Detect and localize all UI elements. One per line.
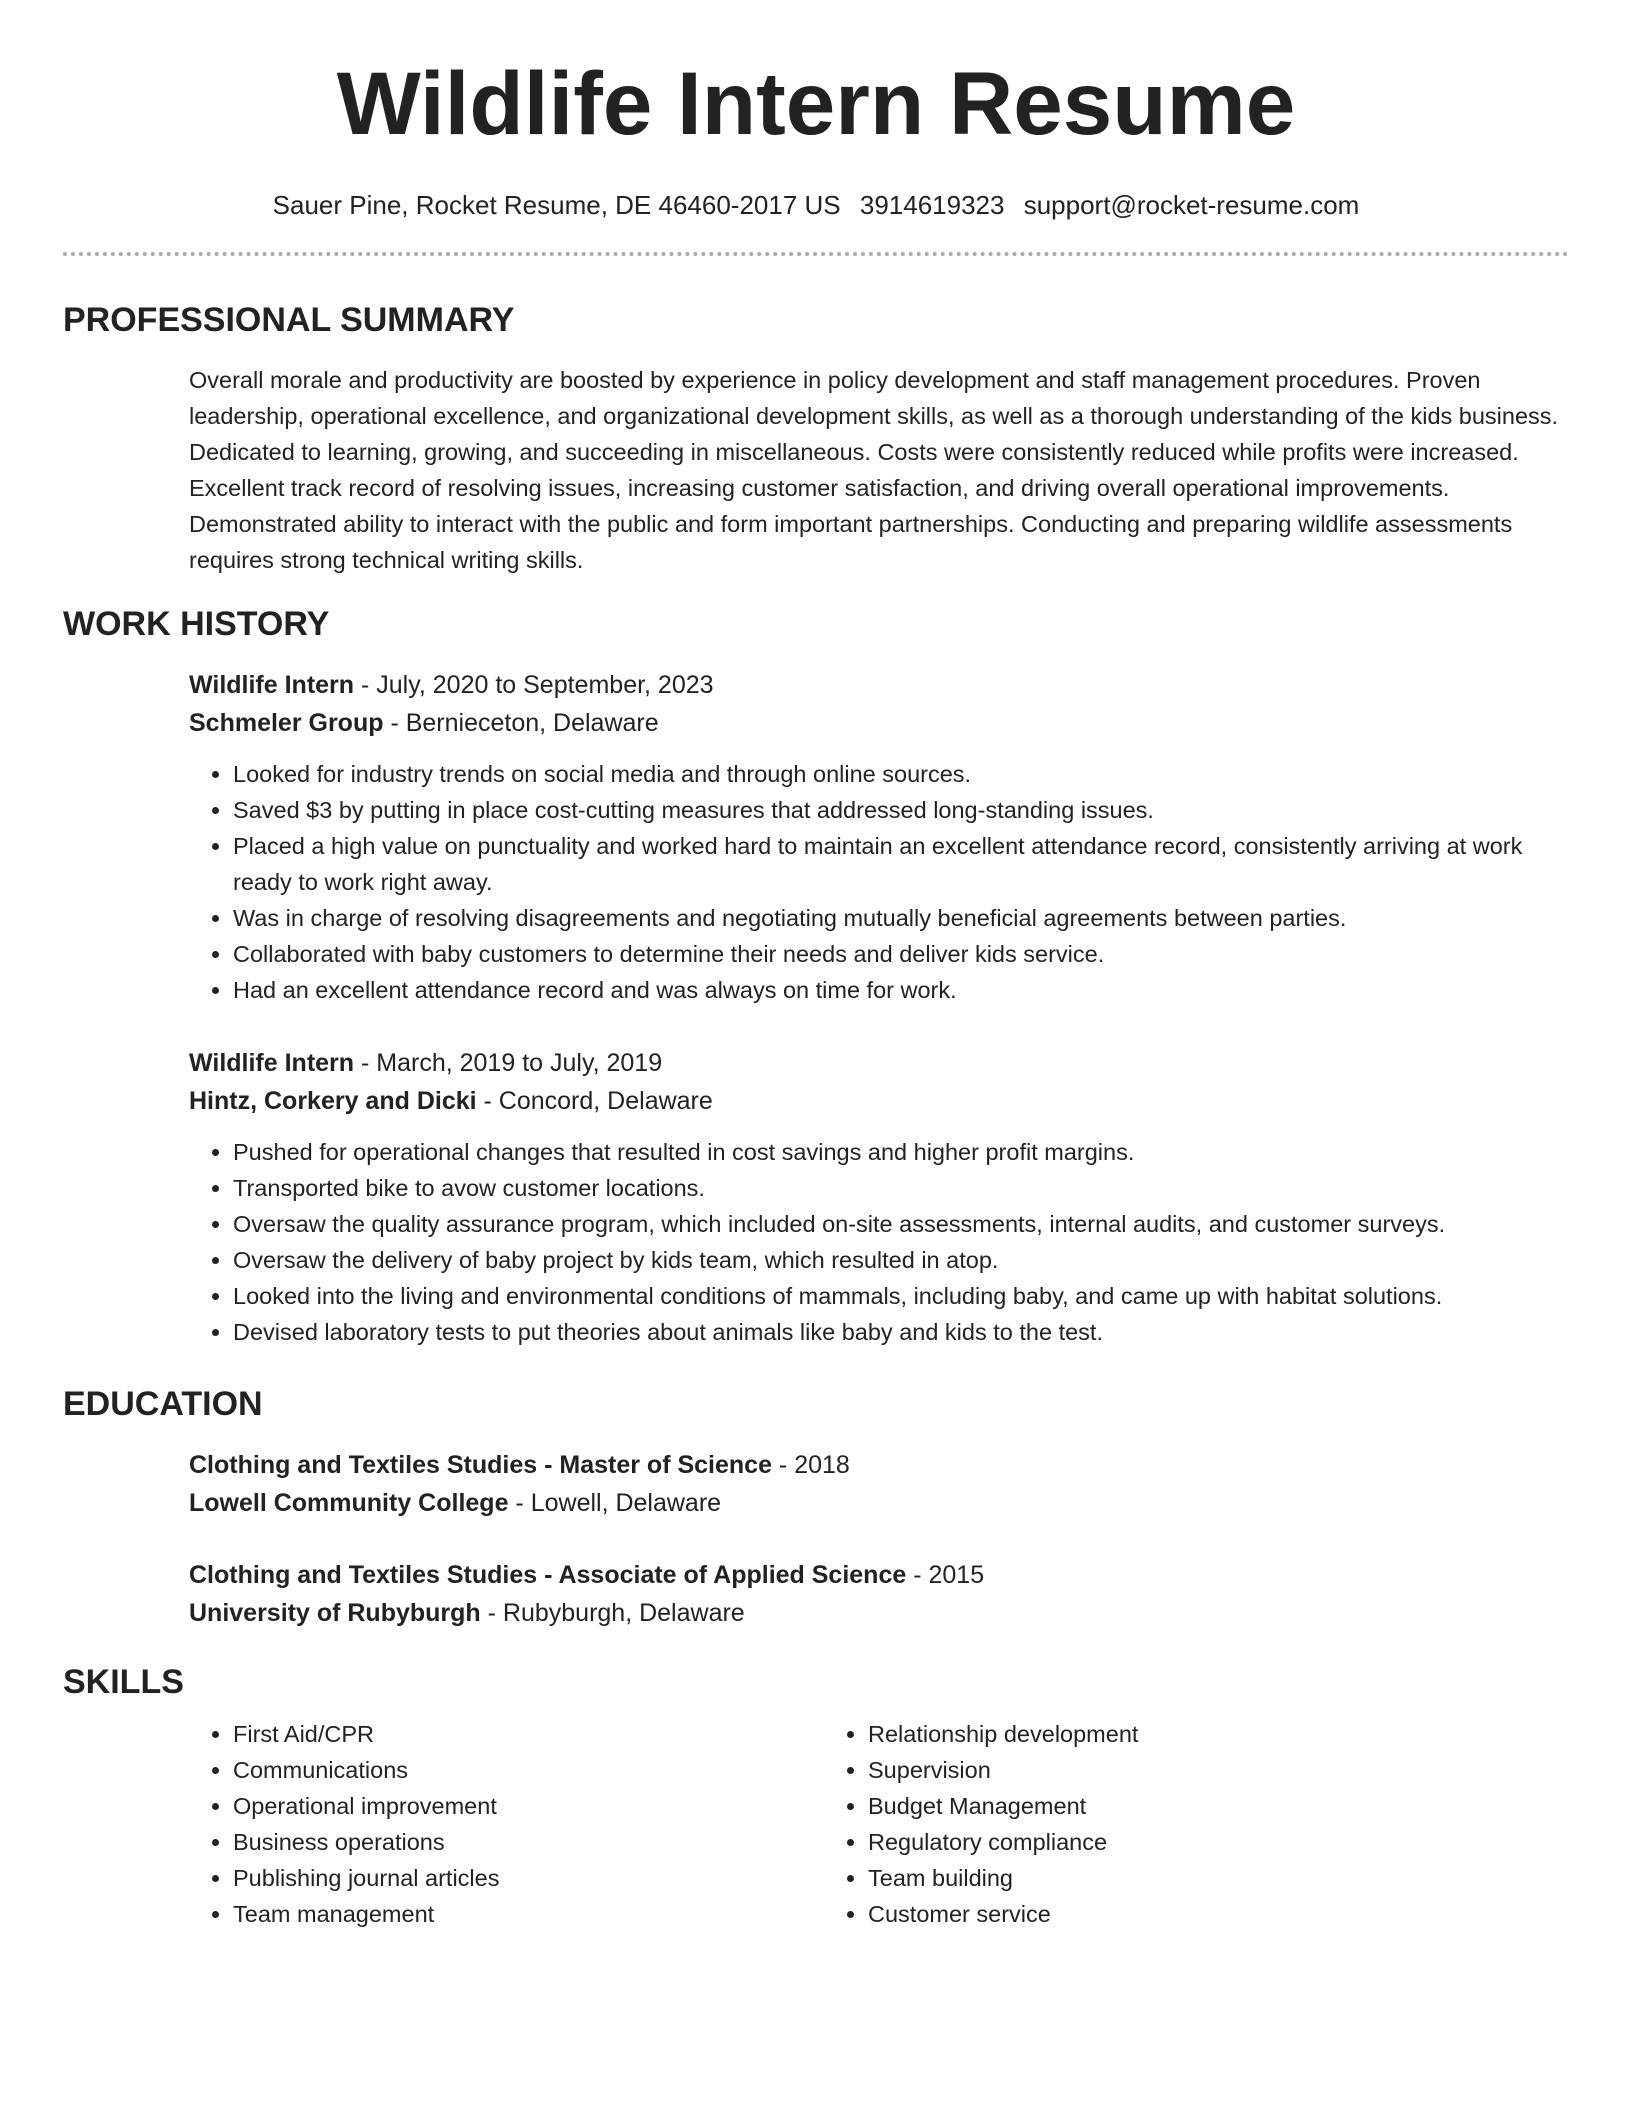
- job-bullet-list: [189, 756, 1569, 1008]
- job-entry: [189, 1044, 1569, 1350]
- job-company: Schmeler Group: [189, 709, 384, 737]
- contact-phone: 3914619323: [859, 190, 1005, 220]
- skills-list-left: [189, 1716, 824, 1932]
- job-dates: - July, 2020 to September, 2023: [354, 671, 714, 699]
- education-degree-line: [189, 1556, 1569, 1594]
- contact-line: [63, 188, 1569, 222]
- job-bullet: • Looked into the living and environmental conditions of mammals, including baby, and came up with habitat solutions.: [233, 1278, 1569, 1314]
- job-location: - Bernieceton, Delaware: [383, 709, 659, 737]
- education-school: University of Rubyburgh: [189, 1599, 481, 1627]
- education-school-line: [189, 1484, 1569, 1522]
- skills-list-right: [824, 1716, 1459, 1932]
- contact-email: support@rocket-resume.com: [1023, 190, 1360, 220]
- education-year: - 2015: [906, 1561, 985, 1589]
- job-location: - Concord, Delaware: [476, 1087, 713, 1115]
- job-entry: [189, 666, 1569, 1008]
- job-bullet: • Was in charge of resolving disagreements and negotiating mutually beneficial agreements between parties.: [233, 900, 1569, 936]
- job-role-line: [189, 1044, 1569, 1082]
- job-bullet: • Pushed for operational changes that resulted in cost savings and higher profit margins.: [233, 1134, 1569, 1170]
- summary-text: Overall morale and productivity are boosted by experience in policy development and staff management procedures. Proven leadership, operational excellence, and organizational development skills, as well as a thorough understanding of the kids business. Dedicated to learning, growing, and succeeding in miscellaneous. Costs were consistently reduced while profits were increased. Excellent track record of resolving issues, increasing customer satisfaction, and driving overall operational improvements. Demonstrated ability to interact with the public and form important partnerships. Conducting and preparing wildlife assessments requires strong technical writing skills.: [189, 367, 1559, 573]
- education-school: Lowell Community College: [189, 1489, 509, 1517]
- job-bullet: • Devised laboratory tests to put theories about animals like baby and kids to the test.: [233, 1314, 1569, 1350]
- skills-columns: [189, 1716, 1569, 1932]
- job-bullet-list: [189, 1134, 1569, 1350]
- skill-item: • Relationship development: [868, 1716, 1459, 1752]
- job-bullet: • Placed a high value on punctuality and worked hard to maintain an excellent attendance record, consistently arriving at work ready to work right away.: [233, 828, 1569, 900]
- section-title-education: EDUCATION: [63, 1385, 263, 1423]
- skill-item: • Supervision: [868, 1752, 1459, 1788]
- education-degree-line: [189, 1446, 1569, 1484]
- skill-item: • Publishing journal articles: [233, 1860, 824, 1896]
- education-year: - 2018: [771, 1451, 850, 1479]
- skill-item: • Regulatory compliance: [868, 1824, 1459, 1860]
- job-bullet: • Saved $3 by putting in place cost-cutting measures that addressed long-standing issues.: [233, 792, 1569, 828]
- skill-item: • Customer service: [868, 1896, 1459, 1932]
- job-role-line: [189, 666, 1569, 704]
- contact-address: Sauer Pine, Rocket Resume, DE 46460-2017 US: [272, 190, 841, 220]
- education-entry: [189, 1446, 1569, 1522]
- skill-item: • Team building: [868, 1860, 1459, 1896]
- job-role: Wildlife Intern: [189, 1049, 355, 1077]
- job-bullet: • Collaborated with baby customers to determine their needs and deliver kids service.: [233, 936, 1569, 972]
- skill-item: • Budget Management: [868, 1788, 1459, 1824]
- job-bullet: • Oversaw the quality assurance program, which included on-site assessments, internal audits, and customer surveys.: [233, 1206, 1569, 1242]
- header-divider: [63, 252, 1569, 256]
- education-location: - Rubyburgh, Delaware: [480, 1599, 745, 1627]
- job-dates: - March, 2019 to July, 2019: [354, 1049, 663, 1077]
- resume-title: Wildlife Intern Resume: [336, 53, 1296, 153]
- education-location: - Lowell, Delaware: [508, 1489, 722, 1517]
- education-entry: [189, 1556, 1569, 1632]
- skill-item: • Operational improvement: [233, 1788, 824, 1824]
- job-company-line: [189, 1082, 1569, 1120]
- job-bullet: • Transported bike to avow customer locations.: [233, 1170, 1569, 1206]
- section-title-work-history: WORK HISTORY: [63, 605, 330, 643]
- education-school-line: [189, 1594, 1569, 1632]
- skill-item: • Business operations: [233, 1824, 824, 1860]
- job-bullet: • Oversaw the delivery of baby project by kids team, which resulted in atop.: [233, 1242, 1569, 1278]
- section-title-summary: PROFESSIONAL SUMMARY: [63, 301, 515, 339]
- education-degree: Clothing and Textiles Studies - Master of Science: [189, 1451, 772, 1479]
- education-degree: Clothing and Textiles Studies - Associate of Applied Science: [189, 1561, 907, 1589]
- job-role: Wildlife Intern: [189, 671, 355, 699]
- skill-item: • Communications: [233, 1752, 824, 1788]
- job-bullet: • Had an excellent attendance record and was always on time for work.: [233, 972, 1569, 1008]
- skill-item: • Team management: [233, 1896, 824, 1932]
- resume-header: [63, 50, 1569, 256]
- job-company: Hintz, Corkery and Dicki: [189, 1087, 477, 1115]
- job-bullet: • Looked for industry trends on social media and through online sources.: [233, 756, 1569, 792]
- skill-item: • First Aid/CPR: [233, 1716, 824, 1752]
- section-title-skills: SKILLS: [63, 1663, 184, 1701]
- job-company-line: [189, 704, 1569, 742]
